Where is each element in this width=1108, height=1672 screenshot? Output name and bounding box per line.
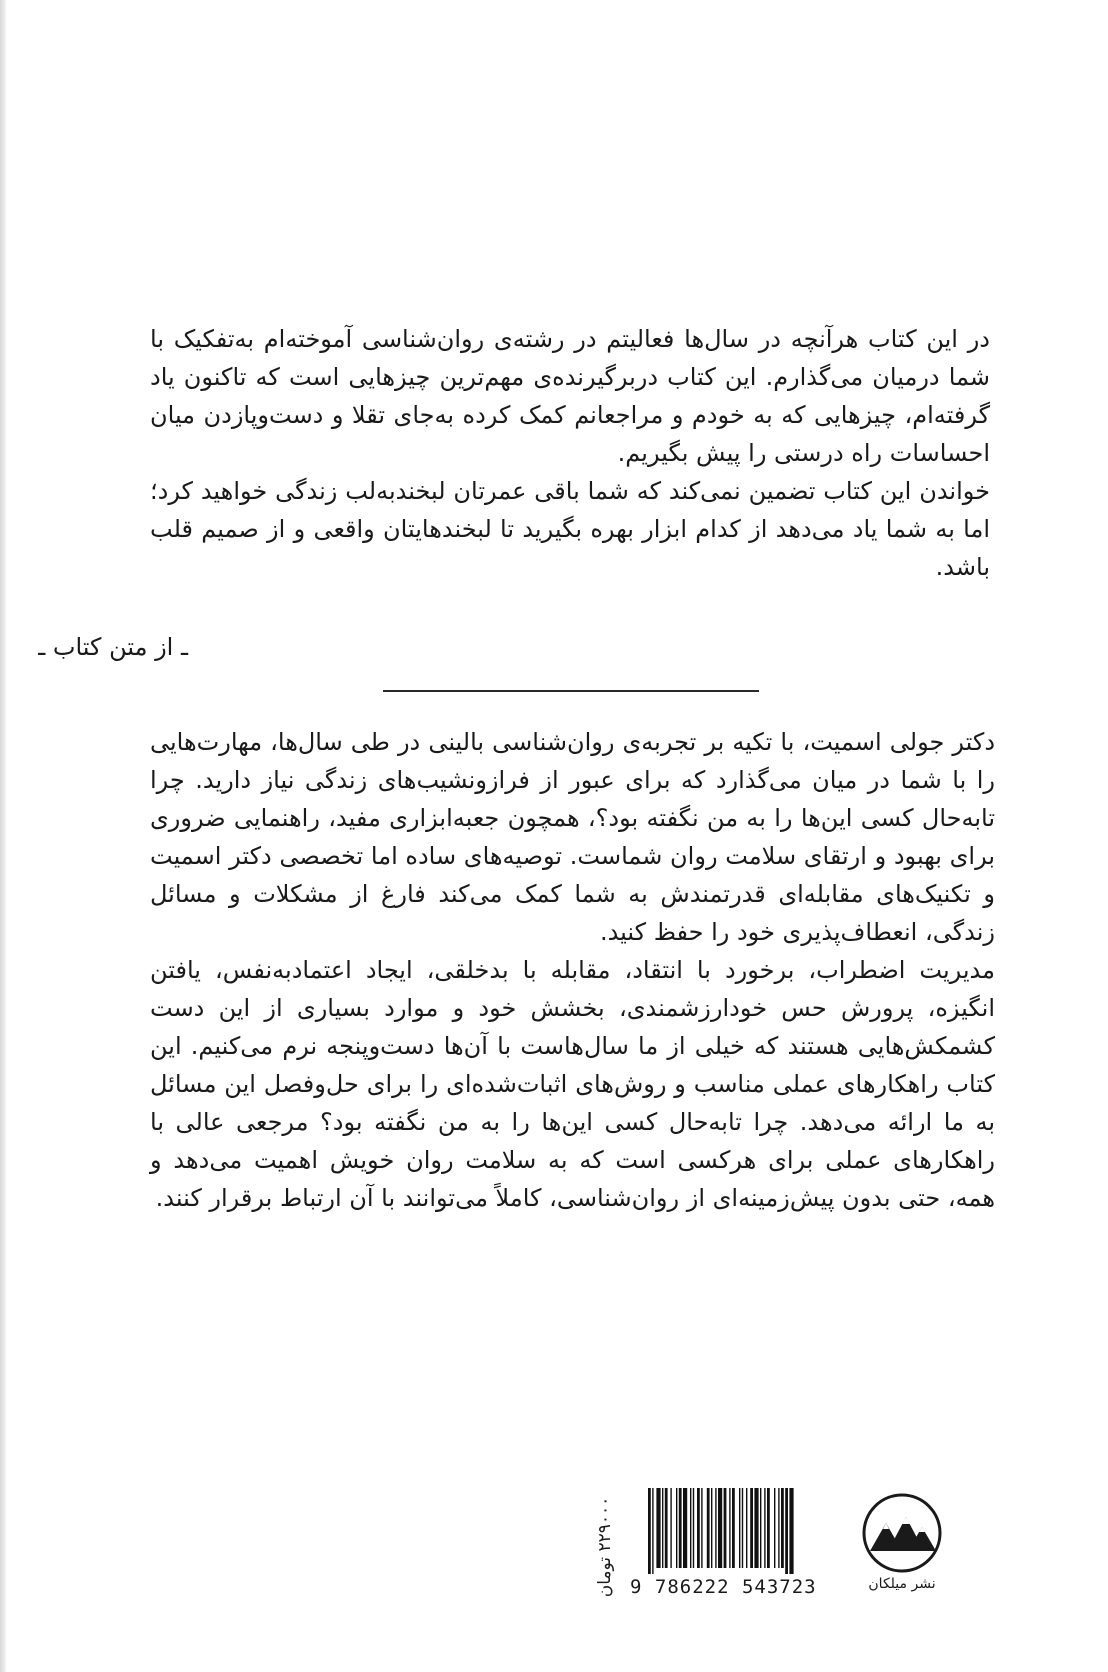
barcode-bar: [732, 1488, 735, 1568]
barcode-bar: [767, 1488, 770, 1568]
barcode-bar: [729, 1488, 730, 1568]
barcode-bar: [652, 1488, 653, 1574]
barcode-bar: [715, 1488, 716, 1568]
barcode-bar: [746, 1488, 747, 1568]
page-edge-shadow: [0, 0, 6, 1672]
publisher-logo: [858, 1493, 946, 1599]
section-divider: [383, 690, 759, 692]
barcode-bar: [764, 1488, 765, 1568]
excerpt-paragraph: خواندن این کتاب تضمین نمی‌کند که شما باقی عمرتان لبخندبه‌لب زندگی خواهید کرد؛ اما به شما یاد می‌دهد از کدام ابزار بهره بگیرید تا لبخندهایتان واقعی و از صمیم قلب باشد.: [150, 477, 990, 581]
barcode-bar: [781, 1488, 784, 1568]
barcode-bar: [760, 1488, 761, 1568]
barcode-bar: [778, 1488, 779, 1568]
isbn-digits: 9 786222 543723: [630, 1576, 817, 1598]
barcode-bar: [662, 1488, 663, 1568]
barcode-bar: [690, 1488, 691, 1568]
book-description: [150, 723, 995, 1217]
barcode-bar: [683, 1488, 687, 1568]
description-paragraph: مدیریت اضطراب، برخورد با انتقاد، مقابله با بدخلقی، ایجاد اعتمادبه‌نفس، یافتن انگیزه، پرورش حس خودارزشمندی، بخشش خود و موارد بسیاری از این دست کشمکش‌هایی هستند که خیلی از ما سال‌هاست با آن‌ها دست‌وپنجه نرم می‌کنیم. این کتاب راهکارهای عملی مناسب و روش‌های اثبات‌شده‌ای را برای حل‌وفصل این مسائل به ما ارائه می‌دهد. چرا تابه‌حال کسی این‌ها را به من نگفته بود؟ مرجعی عالی با راهکارهای عملی برای هرکسی است که به سلامت روان خویش اهمیت می‌دهد و همه، حتی بدون پیش‌زمینه‌ای از روان‌شناسی، کاملاً می‌توانند با آن ارتباط برقرار کنند.: [150, 956, 995, 1212]
barcode-bar: [789, 1488, 793, 1574]
excerpt-paragraph: در این کتاب هرآنچه در سال‌ها فعالیتم در رشته‌ی روان‌شناسی آموخته‌ام به‌تفکیک با شما درمیان می‌گذارم. این کتاب دربرگیرنده‌ی مهم‌ترین چیزهایی است که تاکنون یاد گرفته‌ام، چیزهایی که به خودم و مراجعانم کمک کرده به‌جای تقلا و دست‌وپازدن میان احساسات راه درستی را پیش بگیریم.: [150, 325, 990, 467]
barcode-bar: [697, 1488, 700, 1568]
price-label: [585, 1482, 625, 1612]
barcode-bar: [656, 1488, 660, 1568]
barcode-bar: [676, 1488, 677, 1568]
description-paragraph: دکتر جولی اسمیت، با تکیه بر تجربه‌ی روان‌شناسی بالینی در طی سال‌ها، مهارت‌هایی را با شما در میان می‌گذارد که برای عبور از فرازونشیب‌های زندگی نیاز دارید. چرا تابه‌حال کسی این‌ها را به من نگفته بود؟، همچون جعبه‌ابزاری مفید، راهنمایی ضروری برای بهبود و ارتقای سلامت روان شماست. توصیه‌های ساده اما تخصصی دکتر اسمیت و تکنیک‌های مقابله‌ای قدرتمندش به شما کمک می‌کند فارغ از مشکلات و مسائل زندگی، انعطاف‌پذیری خود را حفظ کنید.: [150, 728, 995, 946]
barcode-bar: [707, 1488, 710, 1568]
mountains-logo-icon: [858, 1493, 946, 1573]
barcode-bar: [711, 1488, 712, 1568]
barcode-bar: [785, 1488, 788, 1574]
barcode-bar: [754, 1488, 758, 1568]
barcode-bar: [701, 1488, 702, 1568]
book-excerpt: [150, 320, 990, 586]
barcode-bar: [670, 1488, 671, 1568]
price-text: ۲۲۹۰۰۰ تومان: [595, 1496, 615, 1598]
barcode-bar: [739, 1488, 740, 1568]
barcode-bar: [742, 1488, 743, 1568]
barcode-bars: [640, 1488, 836, 1574]
barcode-bar: [693, 1488, 694, 1568]
excerpt-source: ـ از متن کتاب ـ: [38, 633, 188, 661]
publisher-name: نشر میلکان: [868, 1576, 936, 1592]
barcode-bar: [774, 1488, 775, 1568]
barcode-bar: [724, 1488, 727, 1568]
barcode-bar: [665, 1488, 668, 1568]
barcode-bar: [750, 1488, 753, 1568]
barcode-bar: [648, 1488, 651, 1574]
barcode-bar: [679, 1488, 682, 1568]
barcode-bar: [718, 1488, 722, 1568]
